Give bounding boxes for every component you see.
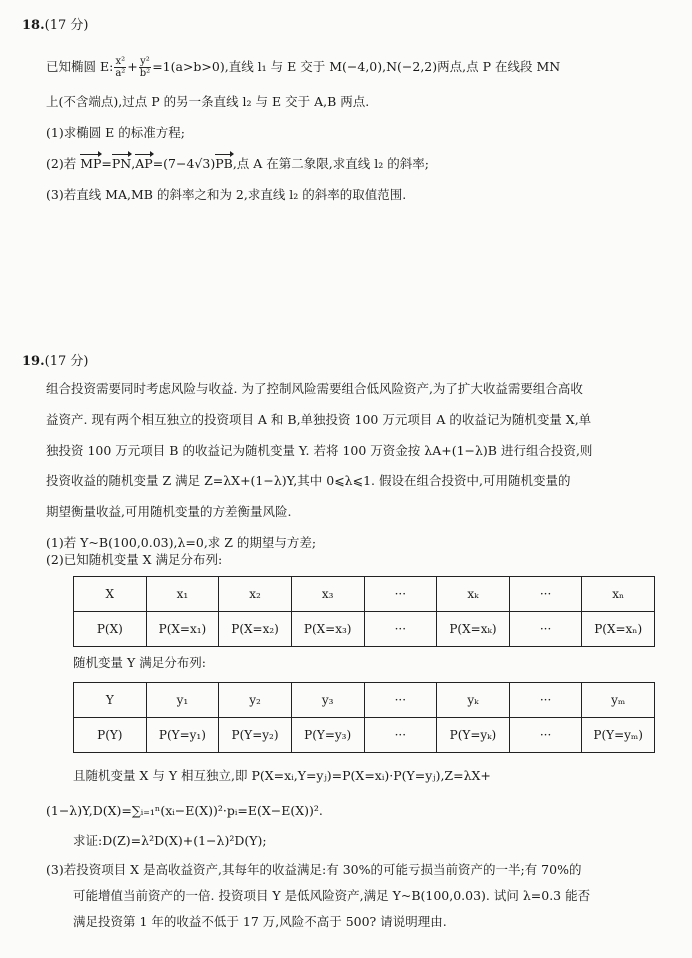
q19-intro-line: 益资产. 现有两个相互独立的投资项目 A 和 B,单独投资 100 万元项目 A 的收益记为随机变量 X,单 <box>46 412 592 427</box>
table-cell: xₖ <box>437 577 510 612</box>
q19-intro-line: 投资收益的随机变量 Z 满足 Z=λX+(1−λ)Y,其中 0⩽λ⩽1. 假设在组合投资中,可用随机变量的 <box>46 473 571 488</box>
q18-text: ,点 A 在第二象限,求直线 l₂ 的斜率; <box>232 156 429 171</box>
table-cell: xₙ <box>582 577 655 612</box>
table-cell: ··· <box>364 683 437 718</box>
table-cell: P(Y=yₖ) <box>437 718 510 753</box>
table-cell: y₁ <box>146 683 219 718</box>
table-cell: P(Y=y₃) <box>291 718 364 753</box>
table-cell: ··· <box>509 612 582 647</box>
equals-sign: = <box>101 156 112 171</box>
table-header-row <box>74 577 655 612</box>
table-cell: P(X=x₁) <box>146 612 219 647</box>
y-distribution-intro: 随机变量 Y 满足分布列: <box>73 655 206 670</box>
table-header-row <box>74 683 655 718</box>
q19-part-3-line: 可能增值当前资产的一倍. 投资项目 Y 是低风险资产,满足 Y~B(100,0.03). 试问 λ=0.3 能否 <box>73 888 591 903</box>
table-cell: Y <box>74 683 147 718</box>
table-cell: y₂ <box>219 683 292 718</box>
table-cell: P(X=x₃) <box>291 612 364 647</box>
q19-intro-line: 组合投资需要同时考虑风险与收益. 为了控制风险需要组合低风险资产,为了扩大收益需要组合高收 <box>46 381 583 396</box>
q18-text: (2)若 <box>46 156 81 171</box>
table-cell: yₖ <box>437 683 510 718</box>
fraction-denominator: b² <box>139 68 151 79</box>
prove-statement: 求证:D(Z)=λ²D(X)+(1−λ)²D(Y); <box>73 833 267 848</box>
table-row <box>74 718 655 753</box>
table-cell: ··· <box>509 577 582 612</box>
table-cell: P(X=xₙ) <box>582 612 655 647</box>
table-row <box>74 612 655 647</box>
fraction-numerator: y² <box>140 56 150 67</box>
vector-pb: PB <box>215 156 233 171</box>
question-18-header <box>22 14 88 33</box>
q18-part-3: (3)若直线 MA,MB 的斜率之和为 2,求直线 l₂ 的斜率的取值范围. <box>46 187 407 202</box>
table-cell: ··· <box>364 718 437 753</box>
q19-part-3-line: (3)若投资项目 X 是高收益资产,其每年的收益满足:有 30%的可能亏损当前资产的一半;有 70%的 <box>46 862 582 877</box>
table-cell: P(Y=yₘ) <box>582 718 655 753</box>
q19-part-2-intro: (2)已知随机变量 X 满足分布列: <box>46 552 223 567</box>
q18-part-1: (1)求椭圆 E 的标准方程; <box>46 125 185 140</box>
table-cell: P(Y=y₂) <box>219 718 292 753</box>
question-number: 19. <box>22 354 45 369</box>
table-cell: P(X=xₖ) <box>437 612 510 647</box>
plus-sign: + <box>127 59 138 74</box>
table-cell: x₂ <box>219 577 292 612</box>
question-points: (17 分) <box>44 18 89 33</box>
independence-line-1: 且随机变量 X 与 Y 相互独立,即 P(X=xᵢ,Y=yⱼ)=P(X=xᵢ)·P(Y=yⱼ),Z=λX+ <box>73 768 491 783</box>
q18-line-2: 上(不含端点),过点 P 的另一条直线 l₂ 与 E 交于 A,B 两点. <box>46 94 370 109</box>
table-cell: ··· <box>364 577 437 612</box>
table-cell: ··· <box>509 718 582 753</box>
table-cell: P(Y=y₁) <box>146 718 219 753</box>
question-number: 18. <box>22 18 45 33</box>
distribution-table-y <box>73 682 655 753</box>
q19-part-1: (1)若 Y~B(100,0.03),λ=0,求 Z 的期望与方差; <box>46 535 317 550</box>
table-cell: P(Y) <box>74 718 147 753</box>
table-cell: ··· <box>364 612 437 647</box>
question-19-header <box>22 350 88 369</box>
comma: , <box>131 156 136 171</box>
equals-expression: =(7−4√3) <box>152 156 216 171</box>
fraction-numerator: x² <box>115 56 126 67</box>
table-cell: y₃ <box>291 683 364 718</box>
q18-line-1 <box>46 56 560 79</box>
q19-intro-line: 独投资 100 万元项目 B 的收益记为随机变量 Y. 若将 100 万资金按 λA+(1−λ)B 进行组合投资,则 <box>46 443 593 458</box>
table-cell: P(X=x₂) <box>219 612 292 647</box>
vector-mp: MP <box>80 156 102 171</box>
q18-part-2 <box>46 156 429 172</box>
fraction-y2-b2 <box>139 56 151 79</box>
independence-line-2: (1−λ)Y,D(X)=∑ᵢ₌₁ⁿ(xᵢ−E(X))²·pᵢ=E(X−E(X))². <box>46 803 323 818</box>
fraction-x2-a2 <box>114 56 126 79</box>
q19-part-3-line: 满足投资第 1 年的收益不低于 17 万,风险不高于 500? 请说明理由. <box>73 914 447 929</box>
table-cell: yₘ <box>582 683 655 718</box>
q18-text: =1(a>b>0),直线 l₁ 与 E 交于 M(−4,0),N(−2,2)两点,点 P 在线段 MN <box>152 59 561 74</box>
fraction-denominator: a² <box>115 68 126 79</box>
q19-intro-line: 期望衡量收益,可用随机变量的方差衡量风险. <box>46 504 292 519</box>
vector-ap: AP <box>135 156 153 171</box>
distribution-table-x <box>73 576 655 647</box>
table-cell: x₁ <box>146 577 219 612</box>
table-cell: ··· <box>509 683 582 718</box>
q18-text: 已知椭圆 E: <box>46 59 114 74</box>
table-cell: X <box>74 577 147 612</box>
table-cell: x₃ <box>291 577 364 612</box>
vector-pn: PN <box>111 156 132 171</box>
table-cell: P(X) <box>74 612 147 647</box>
question-points: (17 分) <box>44 354 89 369</box>
